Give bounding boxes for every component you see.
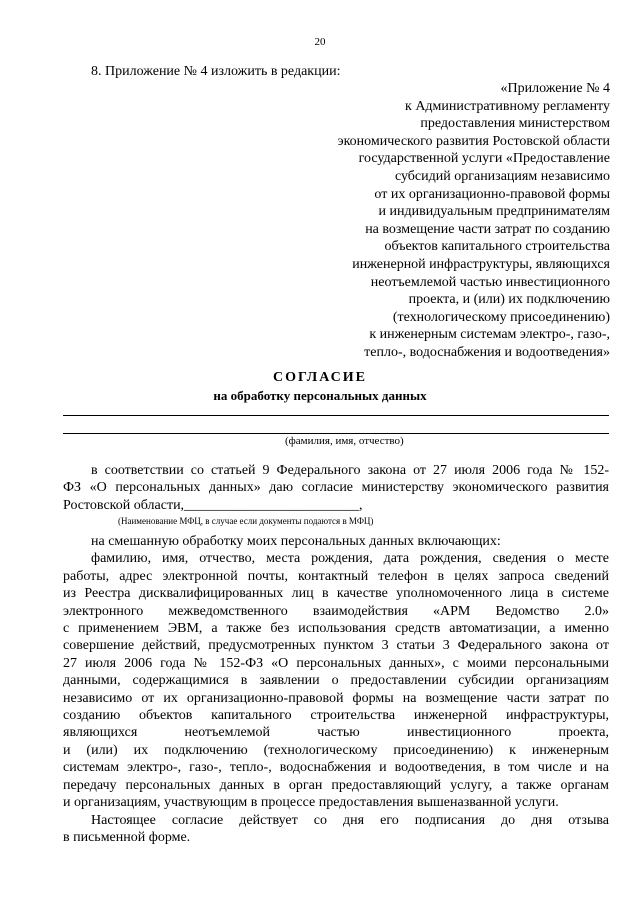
appendix-line: (технологическому присоединению) xyxy=(392,309,610,325)
consent-line-mfc-blank: Ростовской области,_________________________, xyxy=(63,497,363,513)
data-line: с применением ЭВМ, а также без использования средств автоматизации, а именно xyxy=(63,621,609,637)
data-line: совершение действий, предусмотренных пунктом 3 статьи 3 Федерального закона от xyxy=(63,638,609,654)
validity-line: Настоящее согласие действует со дня его подписания до дня отзыва xyxy=(91,812,609,828)
consent-line: ФЗ «О персональных данных» даю согласие министерству экономического развития xyxy=(63,480,609,496)
appendix-header xyxy=(280,80,610,362)
appendix-line: субсидий организациям независимо xyxy=(394,168,610,184)
data-line: электронного межведомственного взаимодействия «АРМ Ведомство 2.0» xyxy=(63,603,609,619)
appendix-line: государственной услуги «Предоставление xyxy=(358,151,610,167)
data-line: работы, адрес электронной почты, контактный телефон в целях запроса сведений xyxy=(63,568,609,584)
document-subtitle: на обработку персональных данных xyxy=(213,388,427,403)
data-line: независимо от их организационно-правовой формы на возмещение части затрат по xyxy=(63,690,609,706)
data-line: передачу персональных данных в орган предоставляющий услугу, а также органам xyxy=(63,777,609,793)
page-number: 20 xyxy=(314,36,326,48)
appendix-line: к инженерным системам электро-, газо-, xyxy=(369,327,610,343)
appendix-line: инженерной инфраструктуры, являющихся xyxy=(352,256,610,272)
fio-caption: (фамилия, имя, отчество) xyxy=(285,435,404,447)
appendix-line: предоставления министерством xyxy=(420,116,610,132)
validity-line: в письменной форме. xyxy=(63,829,191,845)
data-line: являющихся неотъемлемой частью инвестиционного проекта, xyxy=(63,725,609,741)
appendix-line: на возмещение части затрат по созданию xyxy=(365,221,610,237)
appendix-line: экономического развития Ростовской области xyxy=(337,133,610,149)
data-line: системам электро-, газо-, тепло-, водоснабжения и водоотведения, в том числе и на xyxy=(63,760,609,776)
fio-blank-line xyxy=(63,433,609,434)
data-list-paragraph xyxy=(63,533,609,846)
data-line: и (или) их подключению (технологическому присоединению) к инженерным xyxy=(63,742,609,758)
data-line: данными, содержащимися в заявлении о предоставлении субсидии организациям xyxy=(63,673,609,689)
document-title: СОГЛАСИЕ xyxy=(273,370,367,385)
data-line: фамилию, имя, отчество, места рождения, дата рождения, сведения о месте xyxy=(91,551,609,567)
item-8-heading: 8. Приложение № 4 изложить в редакции: xyxy=(91,64,341,79)
appendix-line: неотъемлемой частью инвестиционного xyxy=(370,274,610,290)
mfc-caption: (Наименование МФЦ, в случае если документы подаются в МФЦ) xyxy=(118,516,374,526)
data-line: 27 июля 2006 года № 152-ФЗ «О персональных данных», с моими персональными xyxy=(63,655,609,671)
consent-line: в соответствии со статьей 9 Федерального закона от 27 июля 2006 года № 152- xyxy=(91,463,609,478)
fio-blank-line xyxy=(63,415,609,416)
appendix-line: «Приложение № 4 xyxy=(500,81,610,96)
appendix-line: объектов капитального строительства xyxy=(384,239,610,255)
data-line: созданию объектов капитального строительства инженерной инфраструктуры, xyxy=(63,708,609,724)
appendix-line: тепло-, водоснабжения и водоотведения» xyxy=(364,344,610,360)
data-line: из Реестра дисквалифицированных лиц в качестве уполномоченного лица в системе xyxy=(63,586,609,602)
appendix-line: проекта, и (или) их подключению xyxy=(408,292,610,308)
mixed-processing-line: на смешанную обработку моих персональных данных включающих: xyxy=(91,534,501,549)
appendix-line: и индивидуальным предпринимателям xyxy=(378,204,610,220)
consent-paragraph xyxy=(63,462,609,514)
appendix-line: к Административному регламенту xyxy=(405,98,610,114)
appendix-line: от их организационно-правовой формы xyxy=(374,186,610,202)
data-line: и организациям, участвующим в процессе предоставления вышеназванной услуги. xyxy=(63,795,559,811)
